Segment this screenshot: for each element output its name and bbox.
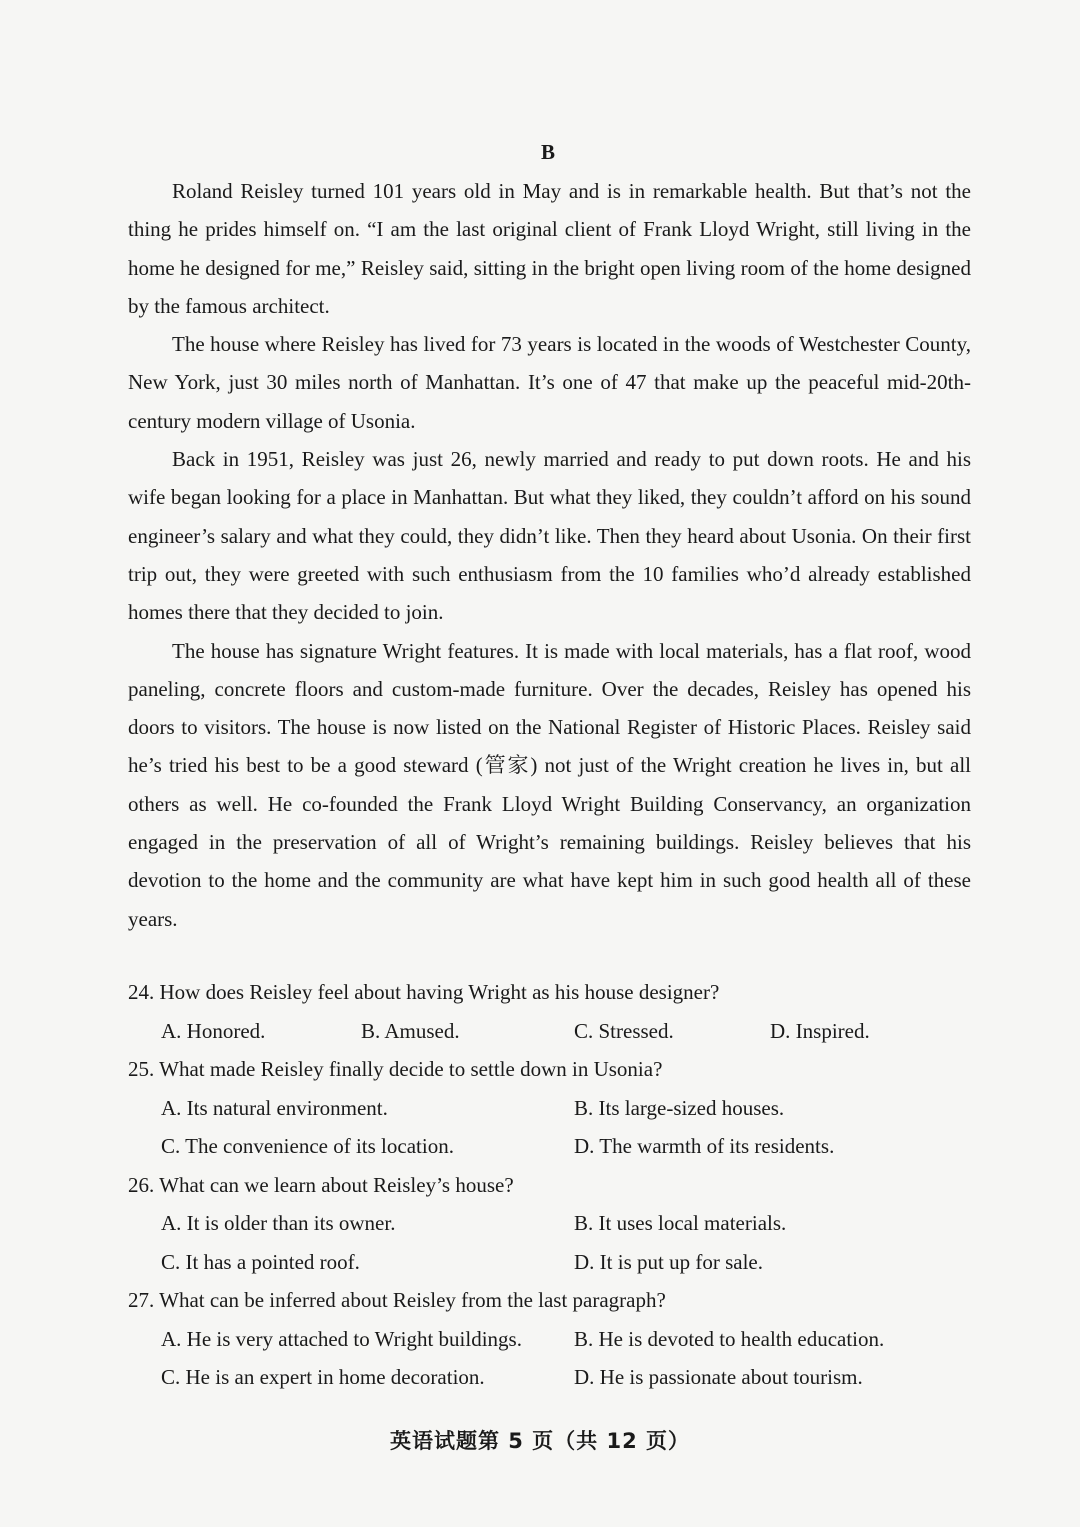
page-footer: 英语试题第 5 页（共 12 页） — [389, 1429, 691, 1453]
option-b[interactable]: B. It uses local materials. — [574, 1211, 787, 1235]
question-stem: 26. What can we learn about Reisley’s house? — [128, 1172, 514, 1197]
option-c[interactable]: C. Stressed. — [574, 1018, 674, 1043]
option-row — [128, 1204, 988, 1243]
option-row — [128, 1243, 988, 1282]
option-d[interactable]: D. It is put up for sale. — [574, 1249, 763, 1274]
option-b[interactable]: B. Its large-sized houses. — [574, 1095, 785, 1120]
option-d[interactable]: D. Inspired. — [770, 1018, 870, 1043]
option-row — [128, 1127, 988, 1166]
option-c[interactable]: C. It has a pointed roof. — [161, 1249, 360, 1274]
passage-paragraph: Roland Reisley turned 101 years old in May and is in remarkable health. But that’s not the thing he prides himself on. “I am the last original client of Frank Lloyd Wright, still living in the home he designed for me,” Reisley said, sitting in the bright open living room of the home designed by the famous architect. — [128, 179, 971, 318]
question-list — [128, 973, 988, 1397]
option-a[interactable]: A. He is very attached to Wright buildings. — [161, 1326, 522, 1351]
option-a[interactable]: A. It is older than its owner. — [161, 1211, 396, 1235]
question-stem: 24. How does Reisley feel about having Wright as his house designer? — [128, 980, 720, 1004]
option-a[interactable]: A. Honored. — [161, 1018, 266, 1043]
passage-paragraph: Back in 1951, Reisley was just 26, newly married and ready to put down roots. He and his wife began looking for a place in Manhattan. But what they liked, they couldn’t afford on his sound engineer’s salary and what they could, they didn’t like. Then they heard about Usonia. On their first trip out, they were greeted with such enthusiasm from the 10 families who’d already established homes there that they decided to join. — [128, 447, 971, 625]
option-c[interactable]: C. The convenience of its location. — [161, 1134, 454, 1158]
option-row — [128, 1320, 988, 1359]
option-a[interactable]: A. Its natural environment. — [161, 1095, 388, 1120]
option-d[interactable]: D. The warmth of its residents. — [574, 1134, 835, 1158]
question-stem: 27. What can be inferred about Reisley from the last paragraph? — [128, 1288, 666, 1312]
option-b[interactable]: B. Amused. — [361, 1018, 460, 1043]
option-b[interactable]: B. He is devoted to health education. — [574, 1326, 885, 1351]
option-row — [128, 1089, 988, 1128]
option-row — [128, 1358, 988, 1397]
option-d[interactable]: D. He is passionate about tourism. — [574, 1365, 863, 1389]
option-c[interactable]: C. He is an expert in home decoration. — [161, 1365, 485, 1389]
option-row — [128, 1012, 988, 1051]
passage-paragraph: The house where Reisley has lived for 73 years is located in the woods of Westchester County, New York, just 30 miles north of Manhattan. It’s one of 47 that make up the peaceful mid-20th-century modern village of Usonia. — [128, 332, 971, 433]
reading-passage — [128, 172, 971, 938]
passage-paragraph: The house has signature Wright features. It is made with local materials, has a flat roof, wood paneling, concrete floors and custom-made furniture. Over the decades, Reisley has opened his doors to visitors. The house is now listed on the National Register of Historic Places. Reisley said he’s tried his best to be a good steward (管家) not just of the Wright creation he lives in, but all others as well. He co-founded the Frank Lloyd Wright Building Conservancy, an organization engaged in the preservation of all of Wright’s remaining buildings. Reisley believes that his devotion to the home and the community are what have kept him in such good health all of these years. — [128, 638, 971, 931]
section-heading: B — [540, 140, 555, 164]
question-stem: 25. What made Reisley finally decide to settle down in Usonia? — [128, 1057, 663, 1081]
